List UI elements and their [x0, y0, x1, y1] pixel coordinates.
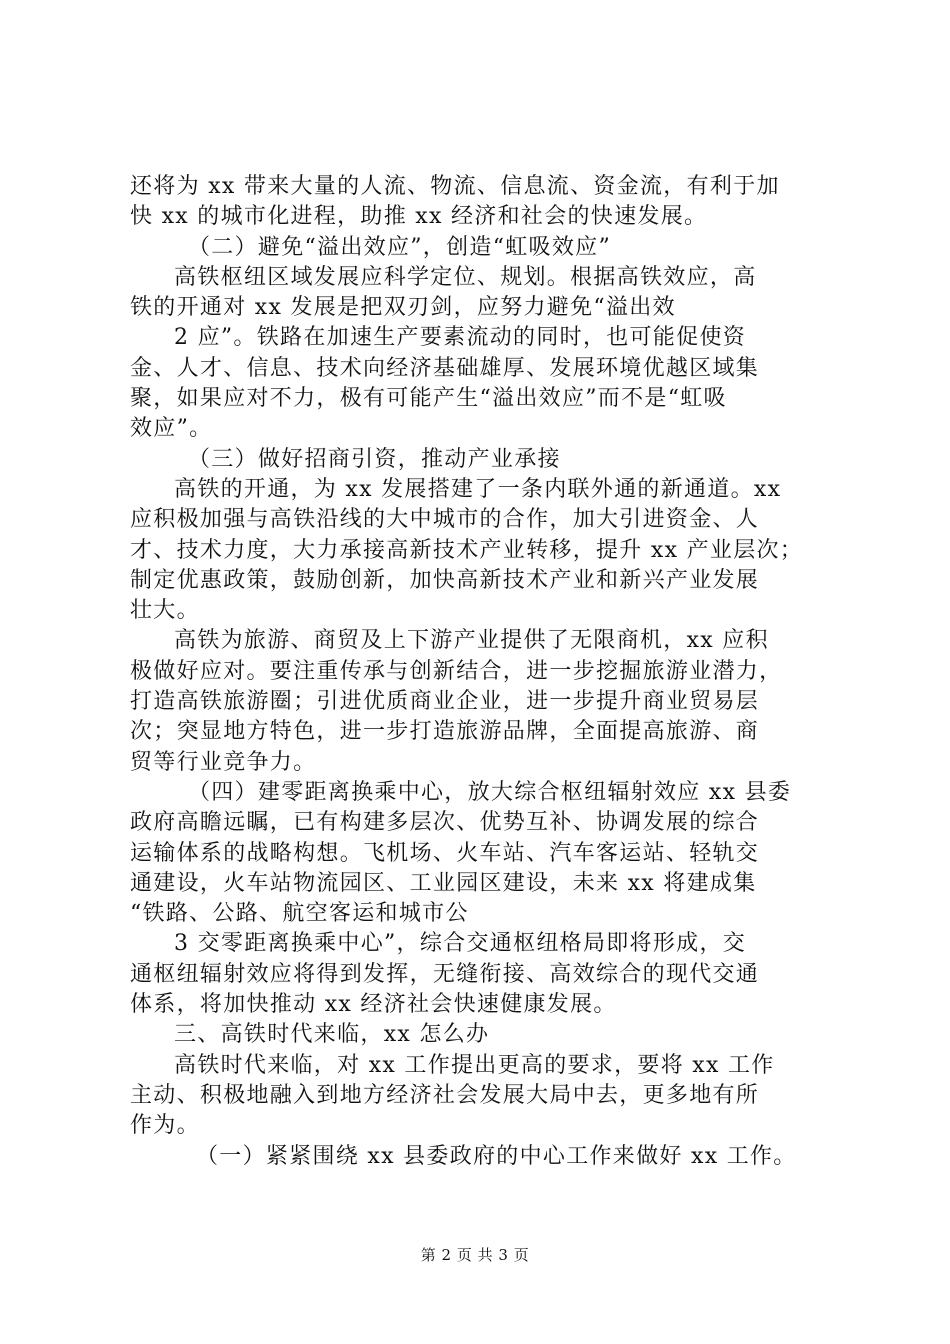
text-line: 主动、积极地融入到地方经济社会发展大局中去，更多地有所 — [130, 1082, 760, 1108]
text-line: 极做好应对。要注重传承与创新结合，进一步挖掘旅游业潜力， — [130, 658, 783, 684]
text-line: （一）紧紧围绕 xx 县委政府的中心工作来做好 xx 工作。 — [196, 1143, 797, 1169]
text-line: 通枢纽辐射效应将得到发挥，无缝衔接、高效综合的现代交通 — [130, 961, 760, 987]
text-line: （三）做好招商引资，推动产业承接 — [188, 446, 561, 472]
text-line: （二）避免“溢出效应”，创造“虹吸效应” — [188, 234, 611, 260]
text-line: 2 应”。铁路在加速生产要素流动的同时，也可能促使资 — [174, 325, 747, 351]
text-line: 聚，如果应对不力，极有可能产生“溢出效应”而不是“虹吸 — [130, 386, 727, 412]
text-line: 应积极加强与高铁沿线的大中城市的合作，加大引进资金、人 — [130, 507, 760, 533]
text-line: 铁的开通对 xx 发展是把双刃剑，应努力避免“溢出效 — [130, 295, 676, 321]
text-line: 作为。 — [130, 1113, 200, 1139]
text-line: 体系，将加快推动 xx 经济社会快速健康发展。 — [130, 992, 617, 1018]
text-line: 才、技术力度，大力承接高新技术产业转移，提升 xx 产业层次； — [130, 537, 804, 563]
text-line: 打造高铁旅游圈；引进优质商业企业，进一步提升商业贸易层 — [130, 689, 760, 715]
text-line: 壮大。 — [130, 598, 200, 624]
page-footer: 第 2 页 共 3 页 — [420, 1246, 530, 1264]
text-line: 高铁时代来临，对 xx 工作提出更高的要求，要将 xx 工作 — [174, 1052, 775, 1078]
text-line: 高铁枢纽区域发展应科学定位、规划。根据高铁效应，高 — [174, 264, 757, 290]
text-line: 金、人才、信息、技术向经济基础雄厚、发展环境优越区域集 — [130, 355, 760, 381]
text-line: 效应”。 — [130, 416, 213, 442]
text-line: 快 xx 的城市化进程，助推 xx 经济和社会的快速发展。 — [130, 204, 708, 230]
text-line: 3 交零距离换乘中心”，综合交通枢纽格局即将形成，交 — [174, 931, 747, 957]
document-body — [130, 172, 840, 1172]
text-line: “铁路、公路、航空客运和城市公 — [130, 901, 469, 927]
text-line: 贸等行业竞争力。 — [130, 749, 317, 775]
text-line: 通建设，火车站物流园区、工业园区建设，未来 xx 将建成集 — [130, 870, 757, 896]
text-line: 政府高瞻远瞩，已有构建多层次、优势互补、协调发展的综合 — [130, 810, 760, 836]
text-line: 三、高铁时代来临，xx 怎么办 — [174, 1022, 490, 1048]
text-line: 运输体系的战略构想。飞机场、火车站、汽车客运站、轻轨交 — [130, 840, 760, 866]
text-line: （四）建零距离换乘中心，放大综合枢纽辐射效应 xx 县委 — [188, 779, 792, 805]
text-line: 次；突显地方特色，进一步打造旅游品牌，全面提高旅游、商 — [130, 719, 760, 745]
text-line: 还将为 xx 带来大量的人流、物流、信息流、资金流，有利于加 — [130, 174, 780, 199]
text-line: 高铁的开通，为 xx 发展搭建了一条内联外通的新通道。xx — [174, 476, 782, 502]
text-line: 制定优惠政策，鼓励创新，加快高新技术产业和新兴产业发展 — [130, 567, 760, 593]
text-line: 高铁为旅游、商贸及上下游产业提供了无限商机，xx 应积 — [174, 628, 769, 654]
